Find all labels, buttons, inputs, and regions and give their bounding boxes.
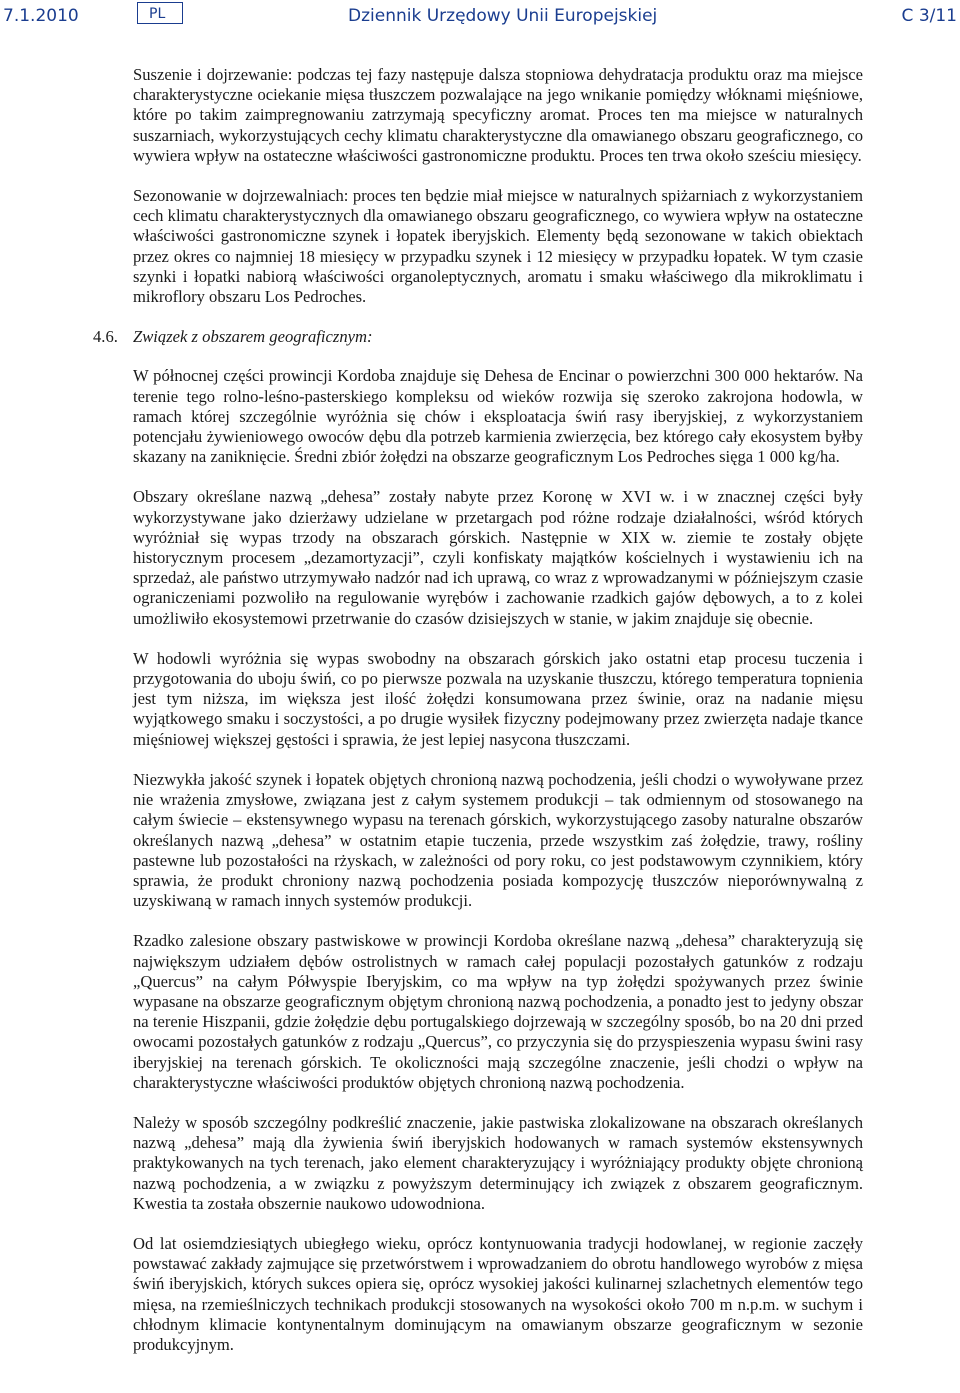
paragraph-dehesa-history: Obszary określane nazwą „dehesa” zostały nabyte przez Koronę w XVI w. i w znacznej części były wykorzystywane jako dzierżawy udzielane w przetargach pod różne rodzaje działalności, wśród których wyróżniał się wypas trzody na obszarach górskich. Następnie w XIX w. ziemie te zostały objęte historycznym procesem „dezamortyzacji”, czyli konfiskaty majątków kościelnych i wystawieniu ich na sprzedaż, ale państwo utrzymywało nadzór nad ich uprawą, co wraz z wprowadzanymi w późniejszym czasie ograniczeniami pozwoliło na regulowanie wyrębów i zachowanie rzadkich gajów dębowych, a to z kolei umożliwiło ekosystemowi przetrwanie do czasów dzisiejszych w stanie, w jakim znajduje się obecnie. <box>133 487 863 628</box>
section-heading <box>93 327 863 347</box>
paragraph-quality: Niezwykła jakość szynek i łopatek objętych chronioną nazwą pochodzenia, jeśli chodzi o wywoływane przez nie wrażenia zmysłowe, związana jest z całym systemem produkcji – tak odmiennym od stosowanego na całym świecie – ekstensywnego wypasu na terenach górskich, wykorzystującego zasoby naturalne obszarów określanych nazwą „dehesa” w ostatnim etapie tuczenia, przede wszystkim zaś żołędzie, trawy, rośliny pastewne lub pozostałości na rżyskach, w zależności od pory roku, co jest podstawowym czynnikiem, który sprawia, że produkt chroniony nazwą pochodzenia posiada kompozycję tłuszczów nieporównywalną z uzyskiwaną w ramach innych systemów produkcji. <box>133 769 863 911</box>
language-badge: PL <box>137 2 183 24</box>
journal-title: Dziennik Urzędowy Unii Europejskiej <box>348 6 658 26</box>
document-body <box>93 65 863 1375</box>
paragraph-dehesa-area: W północnej części prowincji Kordoba znajduje się Dehesa de Encinar o powierzchni 300 000 hektarów. Na terenie tego rolno-leśno-pasterskiego kompleksu od wieków rozwija się szeroko zakrojona hodowla, w ramach której szczególnie wyróżnia się chów i eksploatacja świń rasy iberyjskiej, z wykorzystaniem potencjału żywieniowego owoców dębu dla potrzeb karmienia zwierzęcia, bez którego cały ekosystem byłby skazany na zaniknięcie. Średni zbiór żołędzi na obszarze geograficznym Los Pedroches sięga 1 000 kg/ha. <box>133 366 863 467</box>
page-header <box>0 0 960 40</box>
section-title: Związek z obszarem geograficznym: <box>133 327 373 347</box>
paragraph-drying: Suszenie i dojrzewanie: podczas tej fazy następuje dalsza stopniowa dehydratacja produktu oraz ma miejsce charakterystyczne ociekanie mięsa tłuszczem pozwalające na jego wnikanie pomiędzy włóknami mięśniowe, które po takim zaimpregnowaniu zatrzymają specyficzny aromat. Proces ten ma miejsce w naturalnych suszarniach, wykorzystujących cechy klimatu charakterystyczne dla omawianego obszaru geograficznego, co wywiera wpływ na ostateczne właściwości gastronomiczne produktu. Proces ten trwa około sześciu miesięcy. <box>133 65 863 165</box>
publication-date: 7.1.2010 <box>3 6 79 26</box>
page-reference: C 3/11 <box>901 6 957 26</box>
section-number: 4.6. <box>93 327 118 347</box>
paragraph-feeding: Należy w sposób szczególny podkreślić znaczenie, jakie pastwiska zlokalizowane na obszarach określanych nazwą „dehesa” mają dla żywienia świń iberyjskich hodowanych w ramach systemów ekstensywnych praktykowanych na tych terenach, jako element charakteryzujący i wyróżniający produkty objęte chronioną nazwą pochodzenia, a w związku z powyższym determinujący ich związek z obszarem geograficznym. Kwestia ta została obszernie naukowo udowodniona. <box>133 1112 863 1213</box>
paragraph-free-range: W hodowli wyróżnia się wypas swobodny na obszarach górskich jako ostatni etap procesu tuczenia i przygotowania do uboju świń, co po pierwsze pozwala na uzyskanie tłuszczu, którego temperatura topnienia jest tym niższa, im większa jest ilość żołędzi konsumowana przez świnie, oraz na nadanie mięsu wyjątkowego smaku i soczystości, a po drugie wysiłek fizyczny podejmowany przez zwierzęta nadaje tkance mięśniowej większej gęstości i sprawia, że jest lepiej nasycona tłuszczami. <box>133 648 863 749</box>
paragraph-processing: Od lat osiemdziesiątych ubiegłego wieku, oprócz kontynuowania tradycji hodowlanej, w regionie zaczęły powstawać zakłady zajmujące się przetwórstwem i wprowadzaniem do obrotu handlowego wyrobów z mięsa świń iberyjskich, których sukces opiera się, oprócz wysokiej jakości kulinarnej szlachetnych elementów tego mięsa, na rzemieślniczych technikach produkcji stosowanych na wysokości około 700 m n.p.m. w suchym i chłodnym klimacie kontynentalnym dominującym na omawianym obszarze geograficznym w sezonie produkcyjnym. <box>133 1233 863 1354</box>
paragraph-pastures: Rzadko zalesione obszary pastwiskowe w prowincji Kordoba określane nazwą „dehesa” charakteryzują się największym udziałem dębów ostrolistnych w ramach całej populacji pozostałych gatunków z rodzaju „Quercus” na całym Półwyspie Iberyjskim, co ma wpływ na typ żołędzi spożywanych przez świnie wypasane na obszarze geograficznym objętym chronioną nazwą pochodzenia, a ponadto jest to jedyny obszar na terenie Hiszpanii, gdzie żołędzie dębu portugalskiego dojrzewają w szczególny sposób, bo na 20 dni przed owocami pozostałych gatunków z rodzaju „Quercus”, co przyczynia się do przyspieszenia wypasu świni rasy iberyjskiej na terenach górskich. Te okoliczności mają szczególne znaczenie, jeśli chodzi o wpływ na charakterystyczne właściwości produktów objętych chronioną nazwą pochodzenia. <box>133 931 863 1092</box>
paragraph-seasoning: Sezonowanie w dojrzewalniach: proces ten będzie miał miejsce w naturalnych spiżarniach z wykorzystaniem cech klimatu charakterystycznych dla omawianego obszaru geograficznego, co wywiera wpływ na ostateczne właściwości gastronomiczne szynek i łopatek iberyjskich. Elementy będą sezonowane w takich obiektach przez okres co najmniej 18 miesięcy w przypadku szynek i 12 miesięcy w przypadku łopatek. W tym czasie szynki i łopatki nabiorą właściwości organoleptycznych, aromatu i smaku właściwego dla mikroklimatu i mikroflory obszaru Los Pedroches. <box>133 186 863 307</box>
